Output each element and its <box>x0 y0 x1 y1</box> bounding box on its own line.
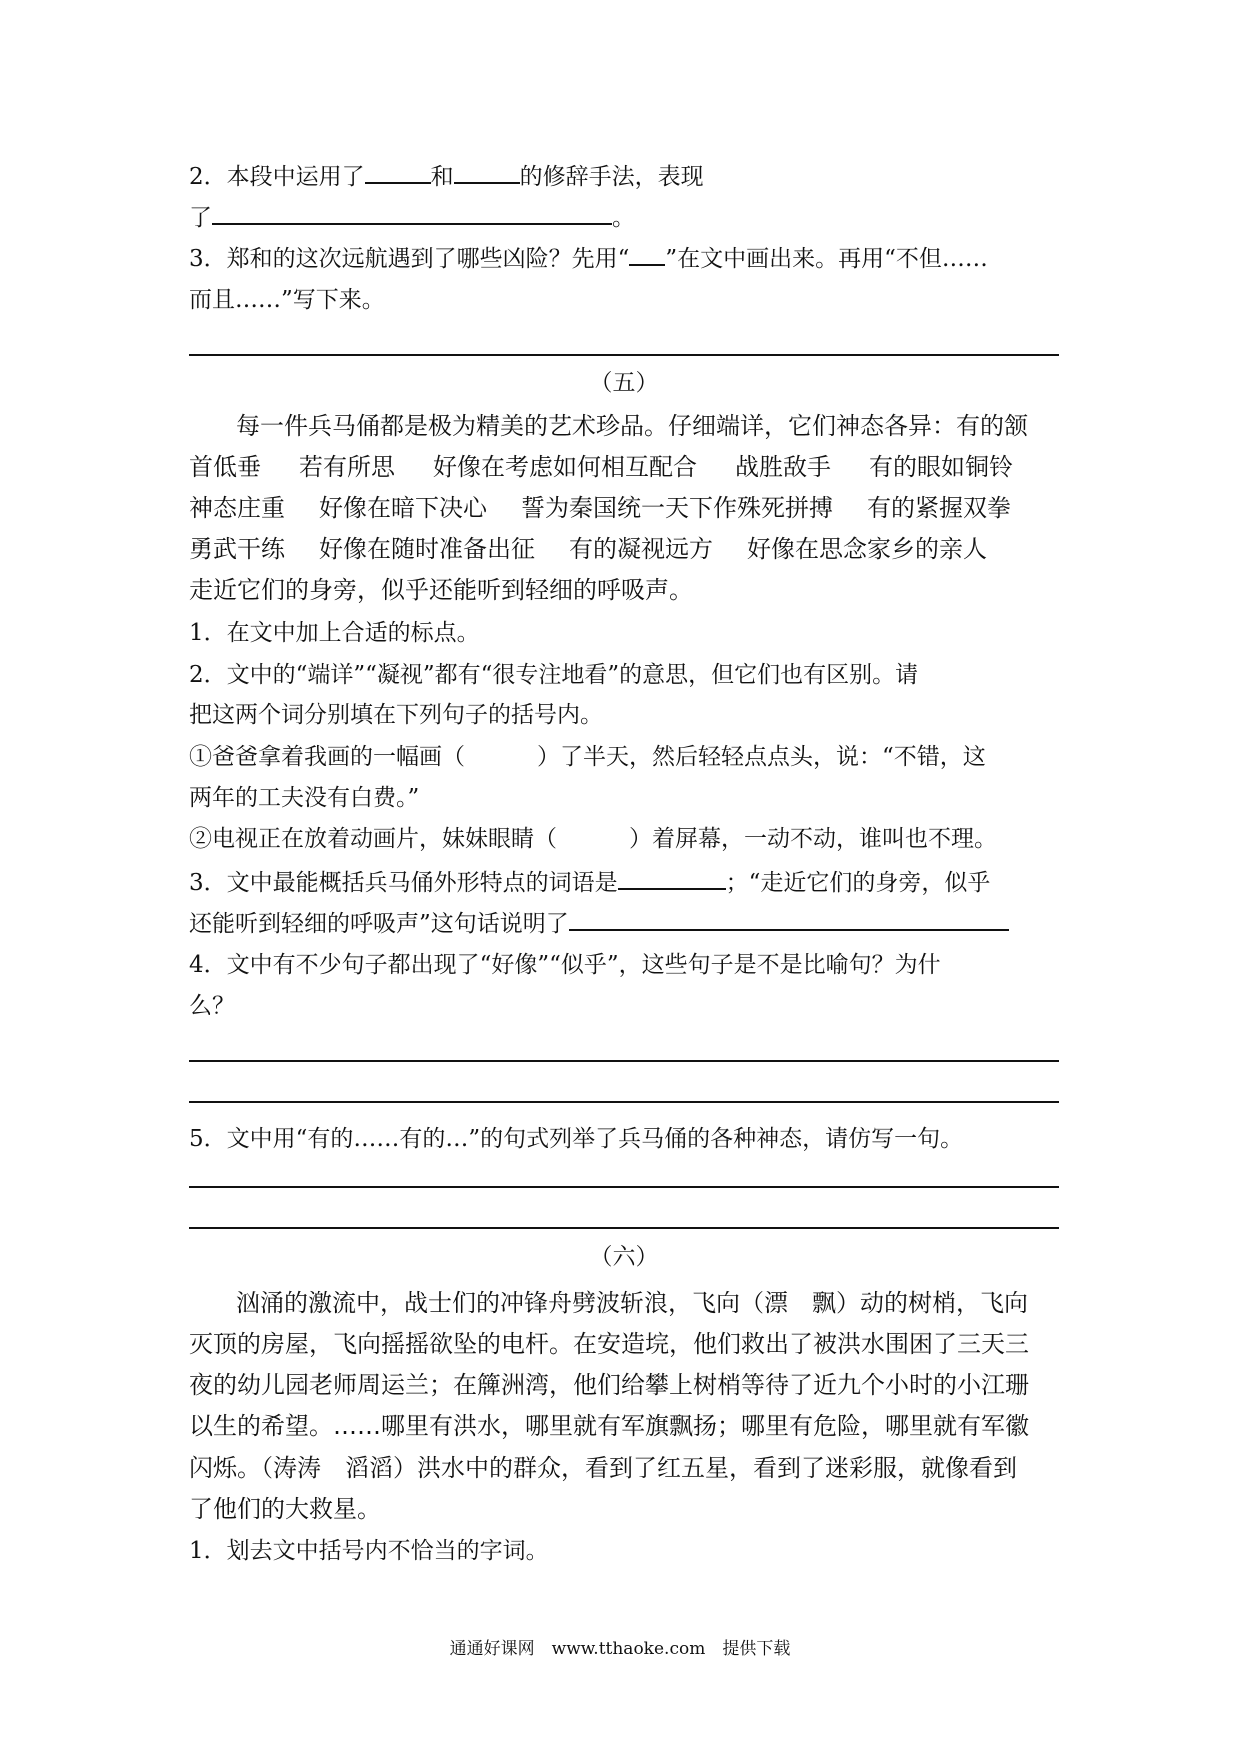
answer-blank[interactable] <box>569 907 1009 931</box>
question-2-continued <box>189 201 635 233</box>
answer-line[interactable] <box>189 1186 1059 1188</box>
answer-line[interactable] <box>189 1060 1059 1062</box>
passage-phrase: 好像在随时准备出征 <box>319 535 535 563</box>
section-5-q3 <box>189 866 990 898</box>
section-5-q2-sentence-1-cont: 两年的工夫没有白费。” <box>189 785 420 811</box>
section-5-q5: 5．文中用“有的……有的…”的句式列举了兵马俑的各种神态，请仿写一句。 <box>189 1126 964 1152</box>
answer-blank[interactable] <box>454 160 520 184</box>
section-5-q3-cont <box>189 907 1009 939</box>
passage-phrase: 勇武干练 <box>189 535 285 563</box>
passage-6-line-5: 闪烁。（涛涛 滔滔）洪水中的群众，看到了红五星，看到了迷彩服，就像看到 <box>189 1454 1017 1482</box>
passage-6-line-2: 灭顶的房屋，飞向摇摇欲坠的电杆。在安造垸，他们救出了被洪水围困了三天三 <box>189 1330 1029 1358</box>
passage-6-line-6: 了他们的大救星。 <box>189 1495 381 1523</box>
sentence-text: ）着屏幕，一动不动，谁叫也不理。 <box>629 826 997 852</box>
passage-6-line-3: 夜的幼儿园老师周运兰；在簰洲湾，他们给攀上树梢等待了近九个小时的小江珊 <box>189 1371 1029 1399</box>
passage-5-line-1 <box>236 411 1028 441</box>
passage-phrase: 若有所思 <box>299 453 395 481</box>
section-5-heading: （五） <box>589 370 659 396</box>
section-6-heading: （六） <box>589 1244 659 1270</box>
sentence-text: ②电视正在放着动画片，妹妹眼睛（ <box>189 826 557 852</box>
underline-sample <box>629 242 665 266</box>
question-text: 3．文中最能概括兵马俑外形特点的词语是 <box>189 870 618 896</box>
passage-phrase: 神态庄重 <box>189 494 285 522</box>
q2-text-a: 2．本段中运用了 <box>189 164 365 190</box>
question-text: ；“走近它们的身旁，似乎 <box>725 870 991 896</box>
section-6-q1: 1．划去文中括号内不恰当的字词。 <box>189 1538 549 1564</box>
passage-phrase: 好像在暗下决心 <box>319 494 487 522</box>
question-2-rhetoric <box>189 160 704 192</box>
passage-phrase: 有的紧握双拳 <box>867 494 1011 522</box>
passage-phrase: 有的凝视远方 <box>569 535 713 563</box>
sentence-text: ①爸爸拿着我画的一幅画（ <box>189 744 465 770</box>
q3-text-b: ”在文中画出来。再用“不但…… <box>665 246 988 272</box>
q2-text-and: 和 <box>430 164 454 190</box>
section-5-q2-line-2: 把这两个词分别填在下列句子的括号内。 <box>189 702 603 728</box>
answer-line[interactable] <box>189 1101 1059 1103</box>
section-5-q1: 1．在文中加上合适的标点。 <box>189 620 480 646</box>
section-5-q4-line-2: 么？ <box>189 993 235 1019</box>
section-5-q2-sentence-1 <box>189 742 986 772</box>
passage-phrase: 首低垂 <box>189 453 261 481</box>
passage-5-line-4 <box>189 534 987 564</box>
section-5-q2-sentence-2 <box>189 824 997 854</box>
question-3-continued <box>189 285 385 315</box>
answer-line[interactable] <box>189 354 1059 356</box>
passage-phrase: 好像在思念家乡的亲人 <box>747 535 987 563</box>
passage-phrase: 誓为秦国统一天下作殊死拼搏 <box>521 494 833 522</box>
section-5-q4-line-1: 4．文中有不少句子都出现了“好像”“似乎”，这些句子是不是比喻句？为什 <box>189 952 941 978</box>
passage-text: 每一件兵马俑都是极为精美的艺术珍品。仔细端详，它们神态各异：有的颔 <box>236 412 1028 440</box>
q2-text-b: 的修辞手法，表现 <box>519 164 704 190</box>
sentence-text: ）了半天，然后轻轻点点头，说：“不错，这 <box>537 744 986 770</box>
passage-6-line-4: 以生的希望。……哪里有洪水，哪里就有军旗飘扬；哪里有危险，哪里就有军徽 <box>189 1412 1029 1440</box>
passage-5-line-3 <box>189 493 1011 523</box>
passage-5-line-5 <box>189 575 693 605</box>
answer-blank[interactable] <box>212 201 612 225</box>
passage-phrase: 好像在考虑如何相互配合 <box>433 453 697 481</box>
q3-text-c: 而且……”写下来。 <box>189 287 385 313</box>
question-3-dangers <box>189 242 988 274</box>
answer-blank[interactable] <box>618 866 726 890</box>
answer-blank[interactable] <box>365 160 431 184</box>
passage-6-line-1: 汹涌的激流中，战士们的冲锋舟劈波斩浪，飞向（漂 飘）动的树梢，飞向 <box>236 1289 1028 1317</box>
page-footer: 通通好课网 www.tthaoke.com 提供下载 <box>449 1639 791 1659</box>
section-5-q2-line-1: 2．文中的“端详”“凝视”都有“很专注地看”的意思，但它们也有区别。请 <box>189 662 919 688</box>
q3-text-a: 3．郑和的这次远航遇到了哪些凶险？先用“ <box>189 246 630 272</box>
q2-text-end: 。 <box>612 205 635 231</box>
passage-phrase: 有的眼如铜铃 <box>869 453 1013 481</box>
passage-5-line-2 <box>189 452 1013 482</box>
question-text: 还能听到轻细的呼吸声”这句话说明了 <box>189 911 569 937</box>
passage-phrase: 战胜敌手 <box>735 453 831 481</box>
answer-line[interactable] <box>189 1227 1059 1229</box>
q2-text-c: 了 <box>189 205 212 231</box>
passage-text: 走近它们的身旁，似乎还能听到轻细的呼吸声。 <box>189 576 693 604</box>
